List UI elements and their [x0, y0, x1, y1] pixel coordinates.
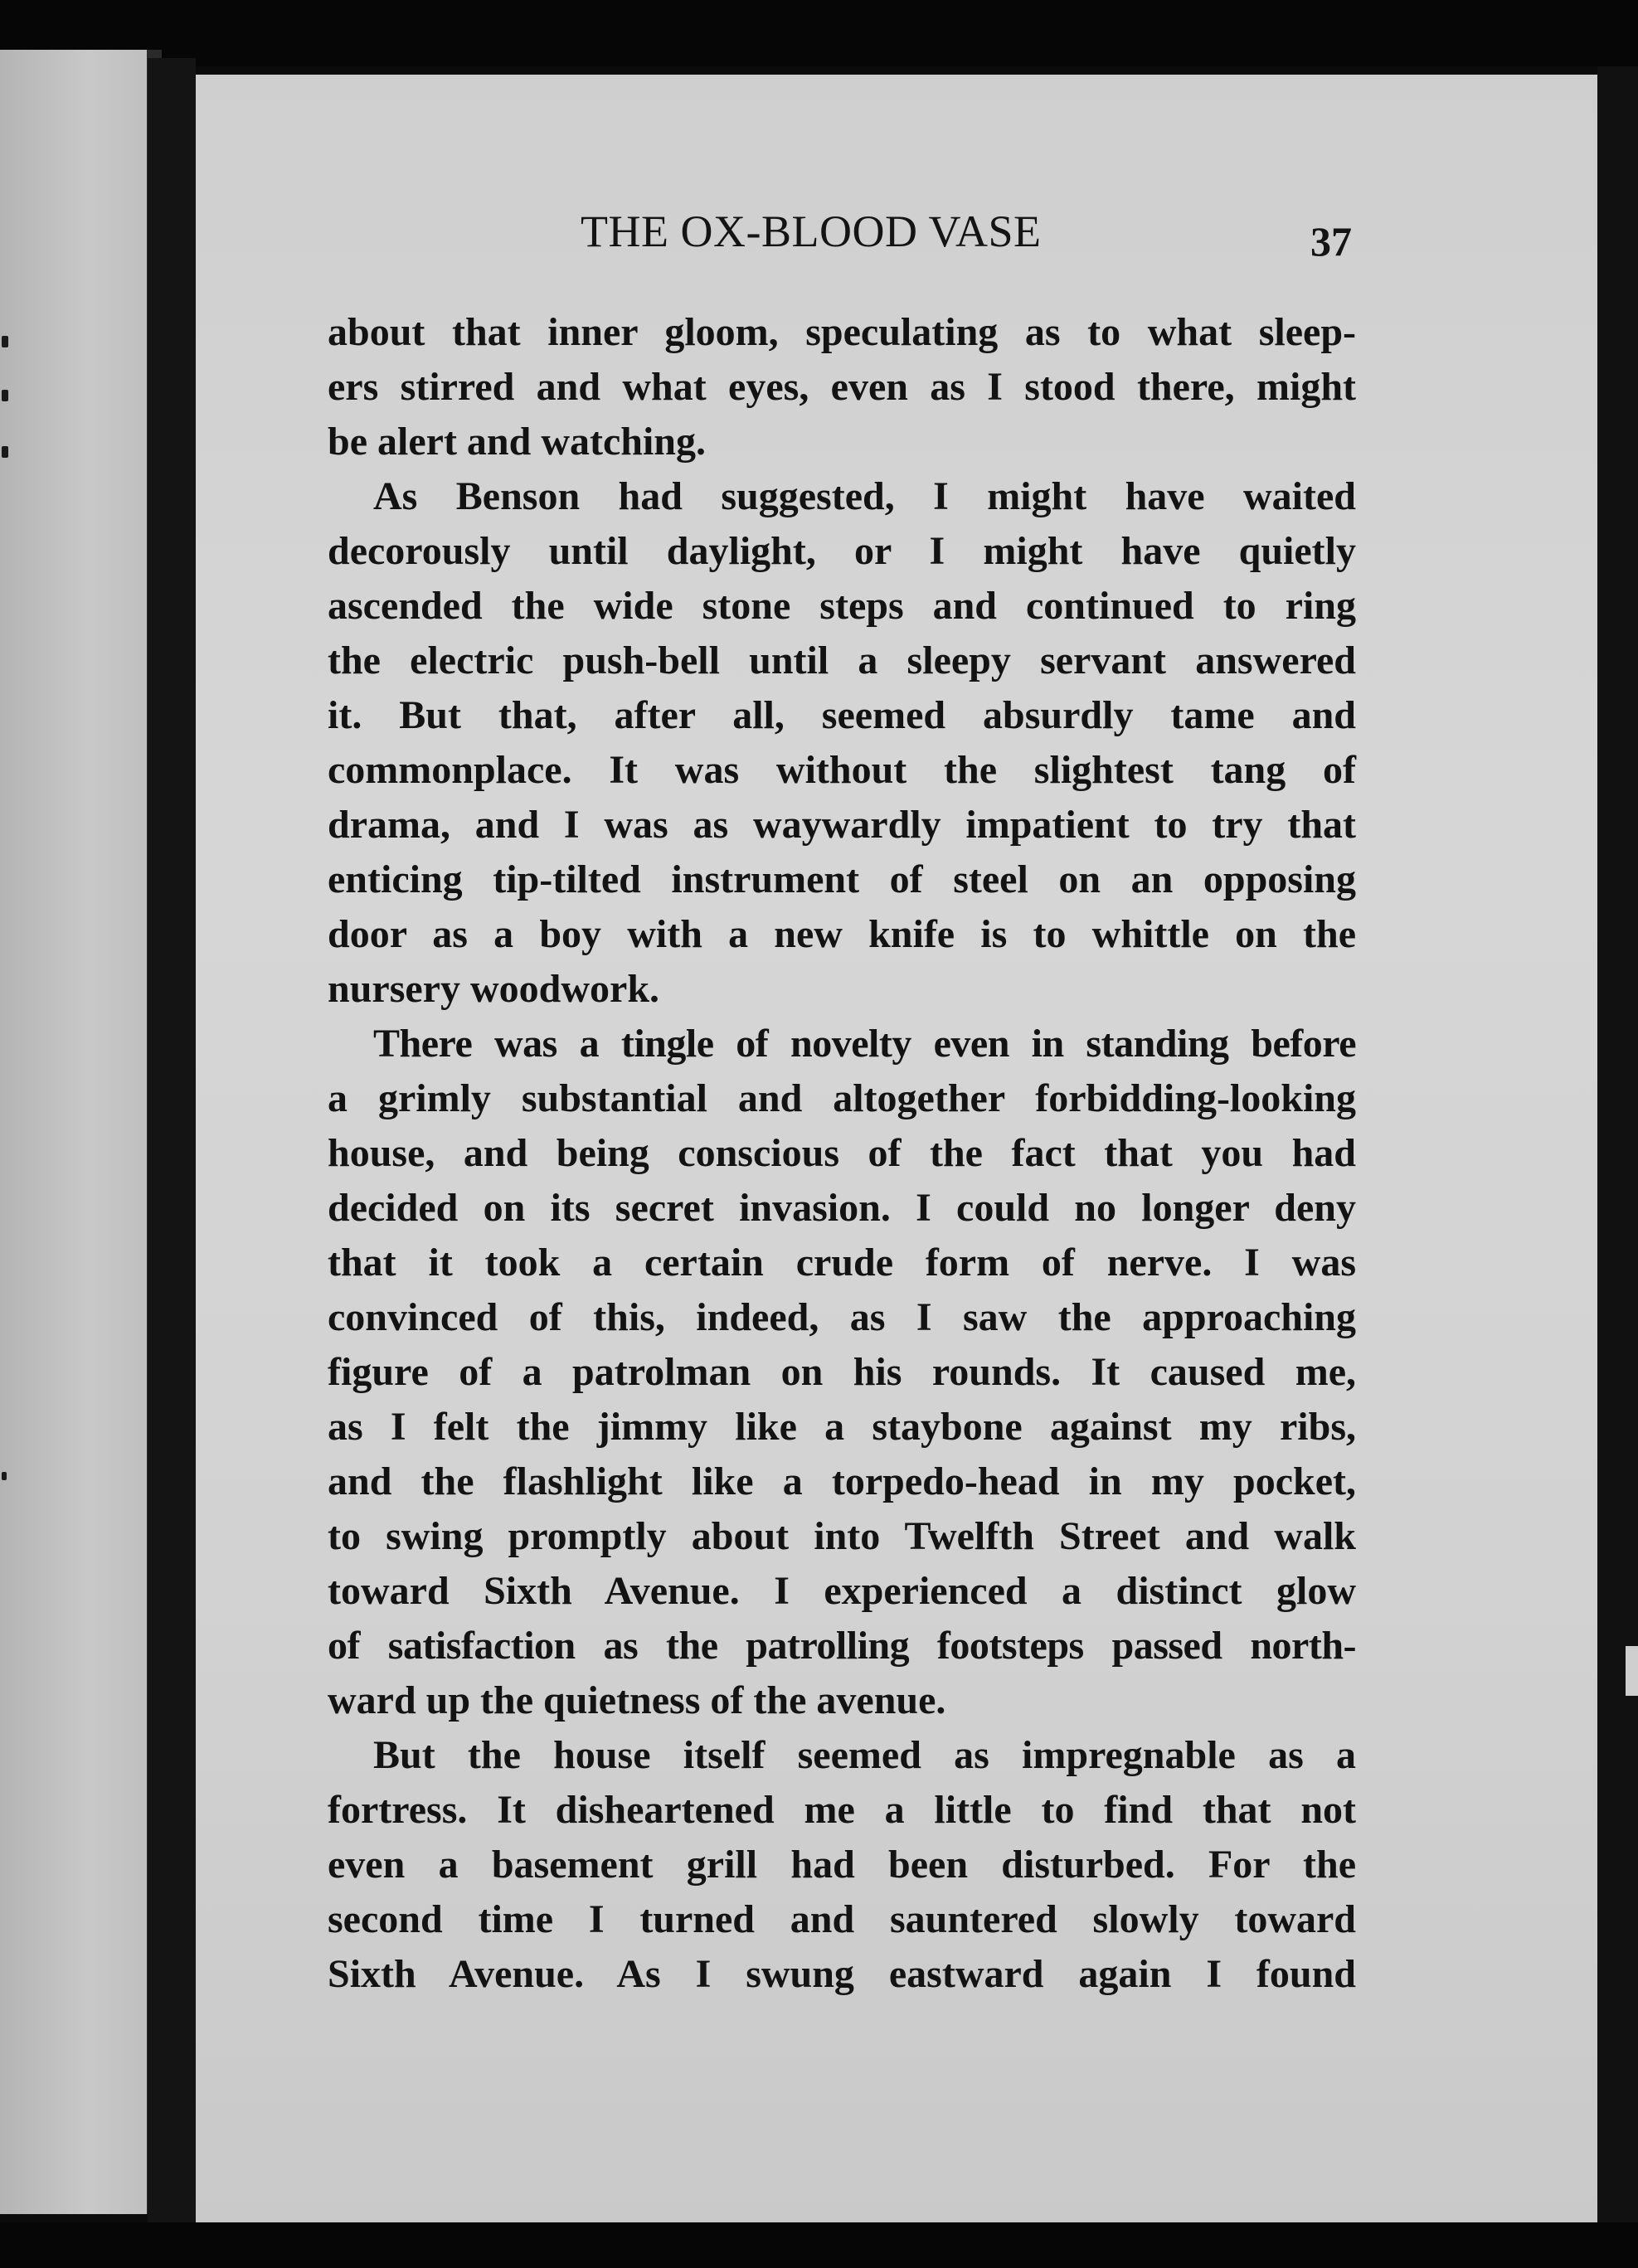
text-line: second time I turned and sauntered slowly toward: [328, 1897, 1356, 1941]
scan-bottom-border: [0, 2222, 1638, 2268]
facing-page-text-fragment: [2, 336, 8, 347]
text-line: convinced of this, indeed, as I saw the approaching: [328, 1295, 1356, 1339]
text-line: even a basement grill had been disturbed. For the: [328, 1843, 1356, 1887]
text-line: But the house itself seemed as impregnable as a: [373, 1733, 1356, 1777]
text-line: it. But that, after all, seemed absurdly tame and: [328, 693, 1356, 737]
text-line: that it took a certain crude form of nerve. I was: [328, 1241, 1356, 1285]
text-line: to swing promptly about into Twelfth Street and walk: [328, 1514, 1356, 1558]
text-line: decorously until daylight, or I might have quietly: [328, 529, 1356, 573]
scan-edge-tab: [1626, 1646, 1638, 1696]
text-line: the electric push-bell until a sleepy servant answered: [328, 639, 1356, 682]
text-line: enticing tip-tilted instrument of steel on an opposing: [328, 857, 1356, 901]
text-line: ascended the wide stone steps and continued to ring: [328, 584, 1356, 628]
text-line: as I felt the jimmy like a staybone against my ribs,: [328, 1405, 1356, 1449]
text-line: Sixth Avenue. As I swung eastward again I found: [328, 1952, 1356, 1996]
text-line: about that inner gloom, speculating as to what sleep-: [328, 310, 1356, 354]
text-line: be alert and watching.: [328, 420, 706, 464]
facing-page-text-fragment: [2, 390, 8, 401]
text-line: decided on its secret invasion. I could no longer deny: [328, 1186, 1356, 1230]
running-head: THE OX-BLOOD VASE: [581, 206, 1042, 256]
facing-page-text-fragment: [2, 1472, 7, 1480]
page-number: 37: [1310, 218, 1352, 265]
facing-page-text-fragment: [2, 446, 8, 458]
text-line: drama, and I was as waywardly impatient to try that: [328, 803, 1356, 847]
text-line: toward Sixth Avenue. I experienced a distinct glow: [328, 1569, 1356, 1613]
text-line: of satisfaction as the patrolling footsteps passed north-: [328, 1624, 1356, 1668]
text-line: fortress. It disheartened me a little to find that not: [328, 1788, 1356, 1832]
text-line: As Benson had suggested, I might have waited: [373, 474, 1356, 518]
text-line: door as a boy with a new knife is to whittle on the: [328, 912, 1356, 956]
text-line: ers stirred and what eyes, even as I stood there, might: [328, 365, 1356, 409]
scan-top-border: [0, 0, 1638, 66]
book-gutter: [148, 58, 196, 2222]
scan-right-border: [1597, 66, 1638, 2231]
text-line: house, and being conscious of the fact that you had: [328, 1131, 1356, 1175]
text-line: and the flashlight like a torpedo-head in my pocket,: [328, 1459, 1356, 1503]
text-line: ward up the quietness of the avenue.: [328, 1678, 946, 1722]
text-line: figure of a patrolman on his rounds. It caused me,: [328, 1350, 1356, 1394]
text-line: commonplace. It was without the slightest tang of: [328, 748, 1356, 792]
body-text: [328, 305, 1356, 2002]
text-line: a grimly substantial and altogether forbidding-looking: [328, 1076, 1356, 1120]
text-line: nursery woodwork.: [328, 967, 660, 1011]
facing-page-edge: [0, 50, 162, 2214]
text-line: There was a tingle of novelty even in standing before: [373, 1022, 1356, 1066]
